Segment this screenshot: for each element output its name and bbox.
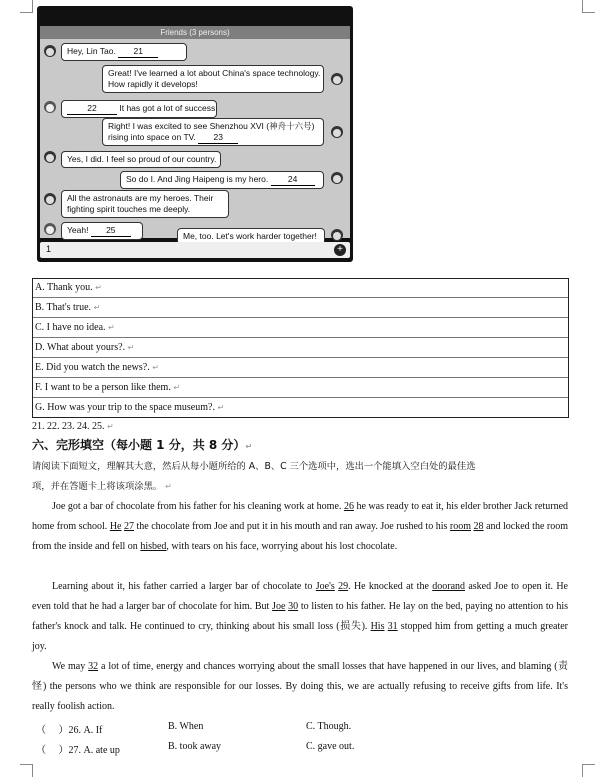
chat-message-2: Great! I've learned a lot about China's space technology. How rapidly it develops!	[102, 65, 324, 93]
blank-31: 31	[387, 621, 398, 632]
crop-mark-bottom-left	[20, 764, 33, 777]
blank-29: 29	[338, 581, 349, 592]
avatar-boy-icon	[43, 44, 57, 58]
question-27: （ ）27. A. ate up	[36, 745, 120, 756]
answer-line: 21. 22. 23. 24. 25. ↵	[32, 421, 114, 432]
avatar-girl-icon	[330, 125, 344, 139]
blank-26: 26	[343, 501, 354, 512]
chat-header: Friends (3 persons)	[40, 26, 350, 39]
option-a: A. Thank you. ↵	[35, 282, 102, 293]
avatar-boy-icon	[43, 192, 57, 206]
question-26-option-c: C. Though.	[306, 721, 352, 732]
chat-message-3: 22 It has got a lot of success.	[61, 100, 217, 118]
options-box	[32, 278, 569, 418]
question-27-option-c: C. gave out.	[306, 741, 355, 752]
crop-mark-bottom-right	[582, 764, 595, 777]
option-d: D. What about yours?. ↵	[35, 342, 135, 353]
avatar-girl-icon	[330, 171, 344, 185]
chat-message-9: Me, too. Let's work harder together!	[177, 228, 325, 245]
avatar-girl-icon	[330, 72, 344, 86]
chat-message-7: All the astronauts are my heroes. Their fighting spirit touches me deeply.	[61, 190, 229, 218]
chat-message-5: Yes, I did. I feel so proud of our country.	[61, 151, 221, 168]
question-26-option-b: B. When	[168, 721, 204, 732]
blank-24: 24	[271, 174, 315, 186]
instruction-line-1: 请阅读下面短文，理解其大意，然后从每小题所给的 A、B、C 三个选项中，选出一个能填入空白处的最佳选	[32, 461, 476, 472]
section-title: 六、完形填空（每小题 1 分，共 8 分）↵	[32, 438, 253, 452]
avatar-kid-icon	[43, 100, 57, 114]
plus-icon[interactable]: +	[334, 244, 346, 256]
chat-message-4: Right! I was excited to see Shenzhou XVI (神舟十六号) rising into space on TV. 23	[102, 118, 324, 146]
phone-chat-image	[37, 6, 353, 262]
blank-25: 25	[91, 225, 131, 237]
blank-32: 32	[88, 661, 99, 672]
option-f: F. I want to be a person like them. ↵	[35, 382, 181, 393]
blank-23: 23	[198, 132, 238, 144]
avatar-girl-icon	[330, 228, 344, 242]
avatar-boy-icon	[43, 150, 57, 164]
blank-22: 22	[67, 103, 117, 115]
chat-screen	[40, 26, 350, 238]
option-c: C. I have no idea. ↵	[35, 322, 115, 333]
crop-mark-top-right	[582, 0, 595, 13]
blank-28: 28	[473, 521, 484, 532]
question-26: （ ）26. A. If	[36, 725, 103, 736]
passage-paragraph-1: Joe got a bar of chocolate from his father for his cleaning work at home. 26 he was ready to eat it, his elder brother Jack returned home from school. He 27 the chocolate from Joe and put it in his mouth and ran away. Joe rushed to his room 28 and locked the room from the inside and fell on hisbed, with tears on his face, worrying about his lost chocolate.	[32, 501, 569, 552]
blank-21: 21	[118, 46, 158, 58]
avatar-kid-icon	[43, 222, 57, 236]
crop-mark-top-left	[20, 0, 33, 13]
instruction-line-2: 项，并在答题卡上将该项涂黑。 ↵	[32, 481, 172, 492]
option-e: E. Did you watch the news?. ↵	[35, 362, 159, 373]
passage-paragraph-2: Learning about it, his father carried a larger bar of chocolate to Joe's 29. He knocked at the doorand asked Joe to open it. He even told that he had a larger bar of chocolate for him. But Joe 30 to listen to his father. He lay on the bed, paying no attention to his father's knock and talk. He continued to cry, thinking about his small loss (损失). His 31 stopped him from getting a much greater joy.	[32, 581, 569, 652]
passage-paragraph-3: We may 32 a lot of time, energy and chances worrying about the small losses that have happened in our lives, and blaming (责怪) the persons who we think are responsible for our losses. By doing this, we are actually refusing to receive gifts from life. It's really foolish action.	[32, 661, 569, 712]
chat-input-value: 1	[46, 244, 52, 254]
chat-message-1: Hey, Lin Tao. 21	[61, 43, 187, 61]
chat-message-6: So do I. And Jing Haipeng is my hero. 24	[120, 171, 324, 189]
blank-27: 27	[124, 521, 134, 532]
option-g: G. How was your trip to the space museum?. ↵	[35, 402, 225, 413]
chat-message-8: Yeah! 25	[61, 222, 143, 240]
blank-30: 30	[288, 601, 299, 612]
option-b: B. That's true. ↵	[35, 302, 101, 313]
chat-input-bar[interactable]	[40, 242, 350, 258]
question-27-option-b: B. took away	[168, 741, 222, 752]
